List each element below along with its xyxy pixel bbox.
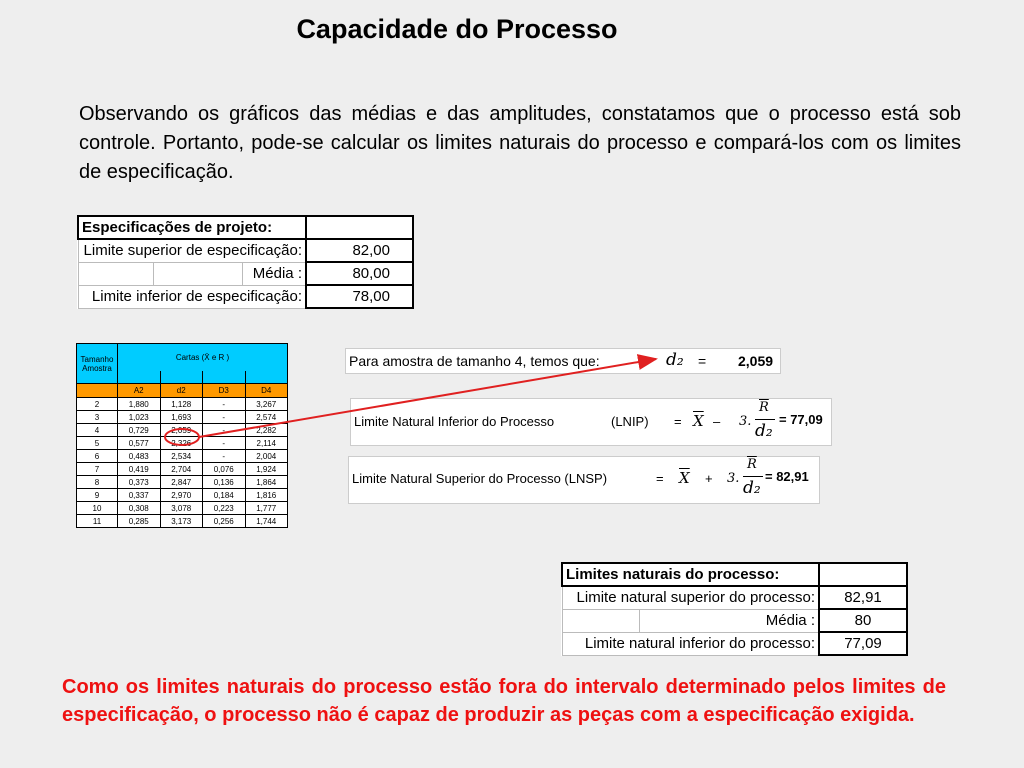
conclusion-text: Como os limites naturais do processo estão fora do intervalo determinado pelos limites de especificação, o processo não é capaz de produzir as peças com a especificação exigida. — [62, 676, 946, 726]
ref-cell: 4 — [77, 424, 118, 437]
spec-header: Especificações de projeto: — [78, 216, 306, 239]
spec-value-lower: 78,00 — [306, 285, 413, 308]
ref-cell: 9 — [77, 489, 118, 502]
ref-cell: 2,574 — [245, 411, 288, 424]
formula-lnip-abbr: (LNIP) — [611, 414, 649, 429]
page-title: Capacidade do Processo — [296, 14, 618, 44]
limits-label-lower: Limite natural inferior do processo: — [562, 632, 819, 655]
ref-cell: 3,267 — [245, 398, 288, 411]
ref-cell: - — [203, 398, 246, 411]
intro-paragraph: Observando os gráficos das médias e das amplitudes, constatamos que o processo está sob controle. Portanto, pode-se calcular os limites naturais do processo e compará-los com os limites de especificação. — [79, 103, 961, 183]
ref-cell: 0,729 — [118, 424, 161, 437]
highlight-circle — [165, 429, 199, 445]
pointer-arrow — [199, 359, 656, 437]
ref-cell: 2,534 — [160, 450, 203, 463]
spec-label-lower: Limite inferior de especificação: — [78, 285, 306, 308]
ref-col-d4: D4 — [245, 384, 288, 398]
ref-cell: - — [203, 437, 246, 450]
ref-cell: 1,864 — [245, 476, 288, 489]
formula-lnip-text: Limite Natural Inferior do Processo — [354, 414, 555, 429]
ref-cell: 1,693 — [160, 411, 203, 424]
formula-lnip-xbar: $\overline{X}$ — [693, 412, 704, 430]
ref-cell: 0,483 — [118, 450, 161, 463]
ref-cell: 5 — [77, 437, 118, 450]
ref-cell: - — [203, 411, 246, 424]
spec-value-mean: 80,00 — [306, 262, 413, 285]
formula-lnip-result: = 77,09 — [779, 412, 823, 427]
limits-label-mean: Média : — [639, 609, 819, 632]
ref-group-header: Cartas (X̄ e R ) — [118, 344, 288, 372]
spec-label-upper: Limite superior de especificação: — [78, 239, 306, 262]
ref-cell: 2,326 — [160, 437, 203, 450]
limits-label-upper: Limite natural superior do processo: — [562, 586, 819, 609]
ref-cell: 6 — [77, 450, 118, 463]
formula-lnsp-xbar: $\overline{X}$ — [679, 469, 690, 487]
spec-value-upper: 82,00 — [306, 239, 413, 262]
ref-cell: 1,880 — [118, 398, 161, 411]
ref-cell: 1,128 — [160, 398, 203, 411]
ref-cell: 11 — [77, 515, 118, 528]
ref-cell: 0,076 — [203, 463, 246, 476]
ref-cell: 3,078 — [160, 502, 203, 515]
ref-cell: 2,004 — [245, 450, 288, 463]
limits-header: Limites naturais do processo: — [562, 563, 819, 586]
formula-lnip-eq: = — [674, 414, 682, 429]
ref-col-d2: d2 — [160, 384, 203, 398]
ref-cell: 2,847 — [160, 476, 203, 489]
ref-cell: 1,924 — [245, 463, 288, 476]
ref-cell: - — [203, 424, 246, 437]
formula-d2-value: 2,059 — [738, 353, 774, 369]
ref-cell: 0,419 — [118, 463, 161, 476]
ref-col-sample-size: Tamanho Amostra — [77, 344, 118, 384]
formula-lnsp-eq: = — [656, 471, 664, 486]
limits-value-lower: 77,09 — [819, 632, 907, 655]
formula-lnsp-text: Limite Natural Superior do Processo (LNSP) — [352, 471, 608, 486]
ref-cell: 8 — [77, 476, 118, 489]
ref-cell: 3,173 — [160, 515, 203, 528]
ref-cell: 0,184 — [203, 489, 246, 502]
formula-lnip-k: 3. — [739, 414, 752, 429]
ref-cell: 0,256 — [203, 515, 246, 528]
formula-d2-text: Para amostra de tamanho 4, temos que: — [349, 353, 600, 369]
spec-label-mean: Média : — [242, 262, 306, 285]
limits-value-upper: 82,91 — [819, 586, 907, 609]
ref-cell: 0,285 — [118, 515, 161, 528]
formula-d2-symbol: d₂ — [666, 350, 684, 370]
ref-cell: 2 — [77, 398, 118, 411]
ref-cell: 0,136 — [203, 476, 246, 489]
ref-cell: 2,282 — [245, 424, 288, 437]
formula-lnsp-op: + — [705, 471, 713, 486]
formula-lnsp-d2: d₂ — [743, 478, 761, 498]
formula-lnsp-result: = 82,91 — [765, 469, 809, 484]
ref-cell: 3 — [77, 411, 118, 424]
ref-cell: 0,223 — [203, 502, 246, 515]
ref-col-a2: A2 — [118, 384, 161, 398]
formula-lnsp-k: 3. — [727, 471, 740, 486]
ref-cell: 10 — [77, 502, 118, 515]
ref-cell: 2,704 — [160, 463, 203, 476]
formula-d2-eq: = — [698, 353, 707, 369]
ref-cell: 7 — [77, 463, 118, 476]
ref-cell: 0,577 — [118, 437, 161, 450]
formula-lnip-op: – — [713, 414, 721, 429]
ref-cell: 1,816 — [245, 489, 288, 502]
limits-value-mean: 80 — [819, 609, 907, 632]
ref-cell: 0,373 — [118, 476, 161, 489]
formula-lnip-rbar: $\overline{R}$ — [759, 400, 769, 415]
ref-cell: 1,777 — [245, 502, 288, 515]
ref-col-d3: D3 — [203, 384, 246, 398]
ref-cell: 2,114 — [245, 437, 288, 450]
ref-cell: 0,337 — [118, 489, 161, 502]
ref-cell: 2,970 — [160, 489, 203, 502]
ref-cell: 1,744 — [245, 515, 288, 528]
formula-lnsp-rbar: $\overline{R}$ — [747, 457, 757, 472]
ref-cell: - — [203, 450, 246, 463]
ref-cell: 0,308 — [118, 502, 161, 515]
formula-lnip-d2: d₂ — [755, 421, 773, 441]
ref-cell: 1,023 — [118, 411, 161, 424]
ref-cell: 2,059 — [160, 424, 203, 437]
